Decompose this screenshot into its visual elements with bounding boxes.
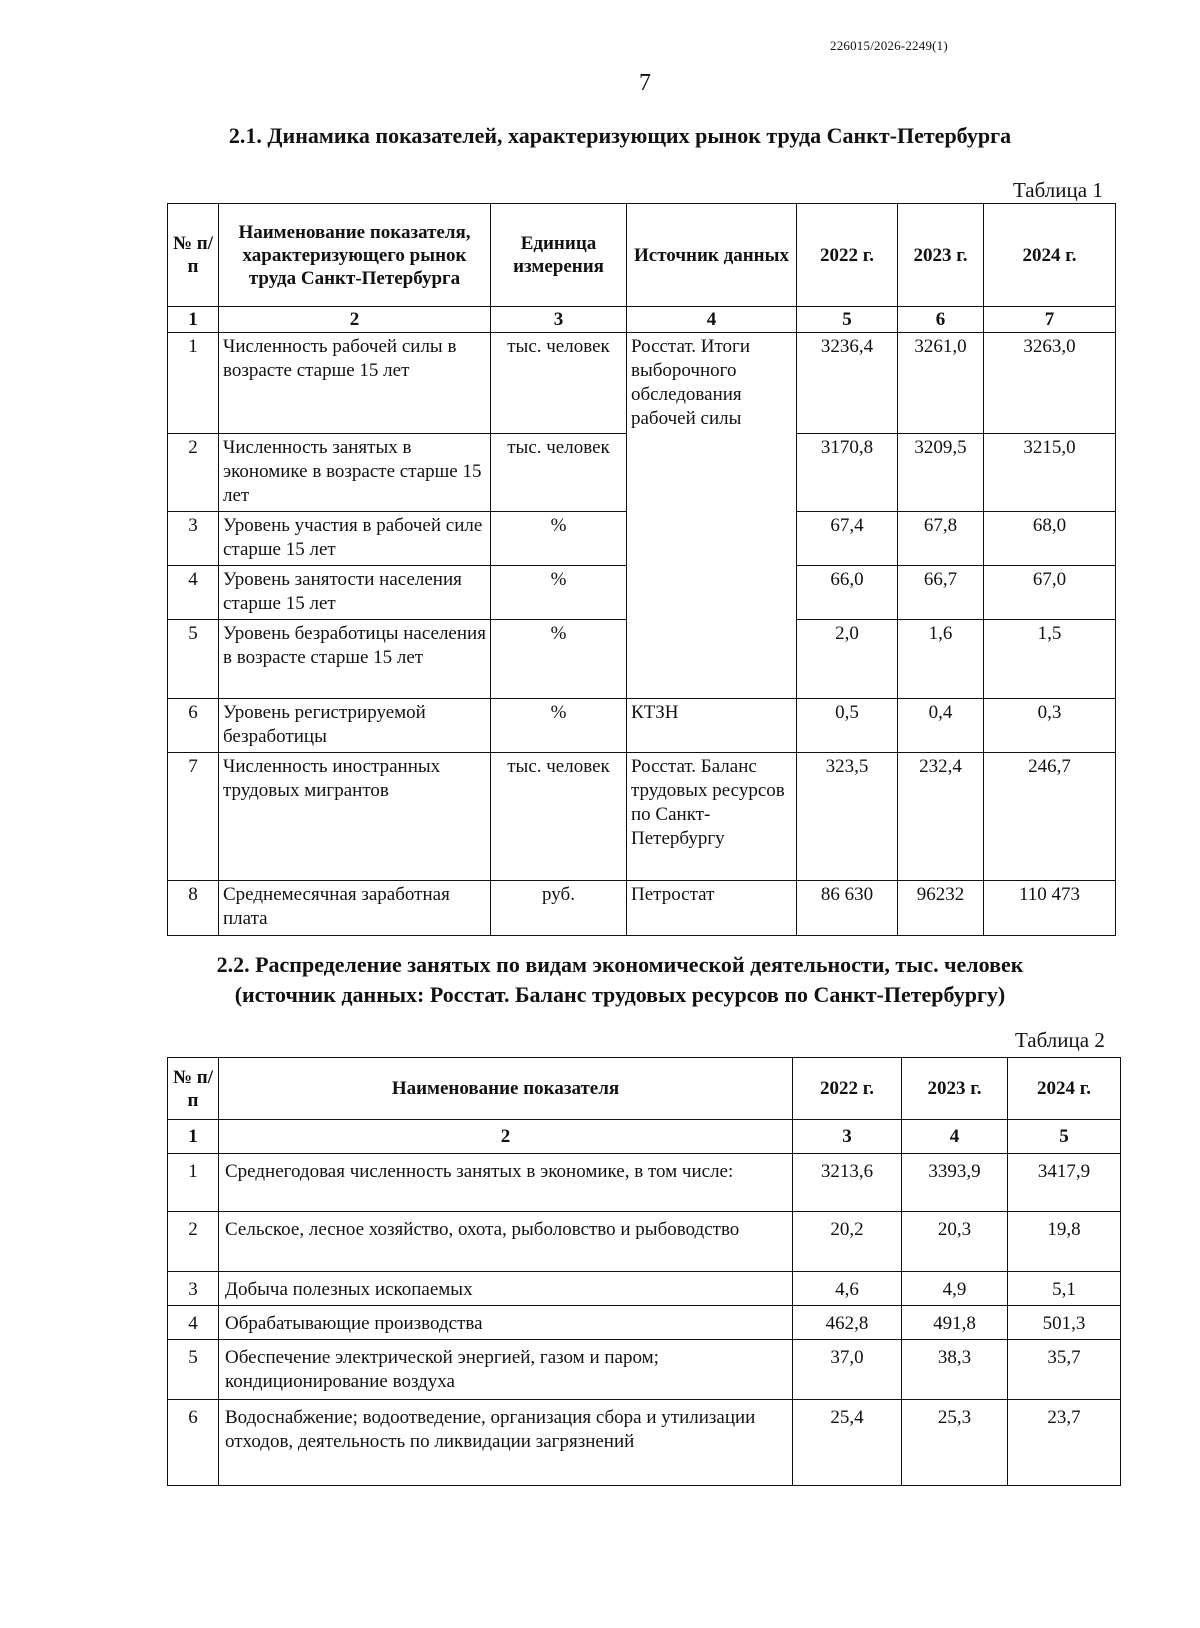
value-2022: 2,0 xyxy=(797,619,898,698)
unit: % xyxy=(491,698,627,752)
header-unit: Единица измерения xyxy=(491,204,627,307)
value-2022: 3170,8 xyxy=(797,433,898,511)
header-indicator-name: Наименование показателя xyxy=(219,1058,793,1120)
table-row xyxy=(168,1272,1121,1306)
value-2024: 3215,0 xyxy=(984,433,1116,511)
row-number: 3 xyxy=(168,1272,219,1306)
header-2024: 2024 г. xyxy=(1008,1058,1121,1120)
value-2023: 3393,9 xyxy=(902,1154,1008,1212)
table-row xyxy=(168,752,1116,880)
value-2024: 5,1 xyxy=(1008,1272,1121,1306)
row-number: 7 xyxy=(168,752,219,880)
value-2022: 462,8 xyxy=(793,1306,902,1340)
header-number: № п/п xyxy=(168,204,219,307)
column-index: 5 xyxy=(797,307,898,333)
value-2022: 67,4 xyxy=(797,511,898,565)
row-number: 4 xyxy=(168,1306,219,1340)
employment-by-activity-table xyxy=(167,1057,1121,1486)
table-row xyxy=(168,1154,1121,1212)
column-index: 2 xyxy=(219,307,491,333)
row-number: 5 xyxy=(168,1340,219,1400)
table-row xyxy=(168,511,1116,565)
indicator-name: Сельское, лесное хозяйство, охота, рыболовство и рыбоводство xyxy=(219,1212,793,1272)
value-2024: 23,7 xyxy=(1008,1400,1121,1486)
data-source: Петростат xyxy=(627,880,797,935)
unit: тыс. человек xyxy=(491,333,627,434)
value-2023: 491,8 xyxy=(902,1306,1008,1340)
value-2023: 67,8 xyxy=(898,511,984,565)
value-2022: 20,2 xyxy=(793,1212,902,1272)
table-row xyxy=(168,698,1116,752)
indicator-name: Водоснабжение; водоотведение, организация сбора и утилизации отходов, деятельность по ликвидации загрязнений xyxy=(219,1400,793,1486)
column-index: 4 xyxy=(902,1120,1008,1154)
indicator-name: Среднегодовая численность занятых в экономике, в том числе: xyxy=(219,1154,793,1212)
column-index: 7 xyxy=(984,307,1116,333)
table-2-caption: Таблица 2 xyxy=(1015,1028,1105,1052)
column-index: 1 xyxy=(168,1120,219,1154)
section-2-title xyxy=(20,950,1200,1010)
value-2022: 25,4 xyxy=(793,1400,902,1486)
data-source: Росстат. Баланс трудовых ресурсов по Санкт-Петербургу xyxy=(627,752,797,880)
indicator-name: Численность рабочей силы в возрасте старше 15 лет xyxy=(219,333,491,434)
value-2023: 3261,0 xyxy=(898,333,984,434)
table-row xyxy=(168,1306,1121,1340)
header-indicator-name: Наименование показателя, характеризующего рынок труда Санкт-Петербурга xyxy=(219,204,491,307)
value-2024: 1,5 xyxy=(984,619,1116,698)
header-2023: 2023 г. xyxy=(898,204,984,307)
value-2023: 20,3 xyxy=(902,1212,1008,1272)
data-source xyxy=(627,511,797,565)
header-2022: 2022 г. xyxy=(797,204,898,307)
value-2023: 4,9 xyxy=(902,1272,1008,1306)
row-number: 4 xyxy=(168,565,219,619)
column-index: 5 xyxy=(1008,1120,1121,1154)
indicator-name: Уровень занятости населения старше 15 лет xyxy=(219,565,491,619)
indicator-name: Добыча полезных ископаемых xyxy=(219,1272,793,1306)
section-1-title: 2.1. Динамика показателей, характеризующих рынок труда Санкт-Петербурга xyxy=(228,123,1012,148)
row-number: 1 xyxy=(168,1154,219,1212)
header-number: № п/п xyxy=(168,1058,219,1120)
header-2023: 2023 г. xyxy=(902,1058,1008,1120)
value-2022: 37,0 xyxy=(793,1340,902,1400)
data-source xyxy=(627,619,797,698)
value-2022: 66,0 xyxy=(797,565,898,619)
value-2023: 66,7 xyxy=(898,565,984,619)
table-row xyxy=(168,880,1116,935)
row-number: 2 xyxy=(168,433,219,511)
table-row xyxy=(168,565,1116,619)
column-index: 1 xyxy=(168,307,219,333)
column-index: 3 xyxy=(491,307,627,333)
unit: % xyxy=(491,619,627,698)
unit: тыс. человек xyxy=(491,752,627,880)
value-2024: 3417,9 xyxy=(1008,1154,1121,1212)
indicator-name: Среднемесячная заработная плата xyxy=(219,880,491,935)
data-source: Росстат. Итоги выборочного обследования рабочей силы xyxy=(627,333,797,434)
row-number: 6 xyxy=(168,698,219,752)
value-2024: 246,7 xyxy=(984,752,1116,880)
value-2024: 68,0 xyxy=(984,511,1116,565)
indicator-name: Обеспечение электрической энергией, газом и паром; кондиционирование воздуха xyxy=(219,1340,793,1400)
table-row xyxy=(168,1340,1121,1400)
header-source: Источник данных xyxy=(627,204,797,307)
table-row xyxy=(168,1400,1121,1486)
row-number: 2 xyxy=(168,1212,219,1272)
value-2023: 0,4 xyxy=(898,698,984,752)
table-row xyxy=(168,433,1116,511)
value-2023: 25,3 xyxy=(902,1400,1008,1486)
unit: % xyxy=(491,565,627,619)
value-2022: 323,5 xyxy=(797,752,898,880)
row-number: 6 xyxy=(168,1400,219,1486)
data-source: КТЗН xyxy=(627,698,797,752)
row-number: 8 xyxy=(168,880,219,935)
table-row xyxy=(168,1212,1121,1272)
indicator-name: Уровень регистрируемой безработицы xyxy=(219,698,491,752)
value-2022: 86 630 xyxy=(797,880,898,935)
column-index: 4 xyxy=(627,307,797,333)
section-2-title-line-1: 2.2. Распределение занятых по видам экономической деятельности, тыс. человек xyxy=(216,952,1024,977)
indicator-name: Численность иностранных трудовых мигрантов xyxy=(219,752,491,880)
value-2023: 232,4 xyxy=(898,752,984,880)
row-number: 1 xyxy=(168,333,219,434)
value-2022: 3213,6 xyxy=(793,1154,902,1212)
page-number: 7 xyxy=(639,70,651,96)
row-number: 3 xyxy=(168,511,219,565)
value-2023: 3209,5 xyxy=(898,433,984,511)
value-2022: 3236,4 xyxy=(797,333,898,434)
unit: % xyxy=(491,511,627,565)
indicator-name: Уровень безработицы населения в возрасте старше 15 лет xyxy=(219,619,491,698)
row-number: 5 xyxy=(168,619,219,698)
indicator-name: Уровень участия в рабочей силе старше 15 лет xyxy=(219,511,491,565)
value-2023: 96232 xyxy=(898,880,984,935)
column-index-row xyxy=(168,307,1116,333)
value-2023: 1,6 xyxy=(898,619,984,698)
value-2024: 110 473 xyxy=(984,880,1116,935)
unit: руб. xyxy=(491,880,627,935)
section-2-title-line-2: (источник данных: Росстат. Баланс трудовых ресурсов по Санкт-Петербургу) xyxy=(234,982,1006,1007)
value-2024: 19,8 xyxy=(1008,1212,1121,1272)
unit: тыс. человек xyxy=(491,433,627,511)
table-row xyxy=(168,619,1116,698)
document-number: 226015/2026-2249(1) xyxy=(830,38,948,53)
column-index: 3 xyxy=(793,1120,902,1154)
column-index: 2 xyxy=(219,1120,793,1154)
value-2022: 4,6 xyxy=(793,1272,902,1306)
value-2024: 501,3 xyxy=(1008,1306,1121,1340)
header-2024: 2024 г. xyxy=(984,204,1116,307)
value-2024: 3263,0 xyxy=(984,333,1116,434)
value-2024: 35,7 xyxy=(1008,1340,1121,1400)
column-index-row xyxy=(168,1120,1121,1154)
value-2023: 38,3 xyxy=(902,1340,1008,1400)
value-2022: 0,5 xyxy=(797,698,898,752)
indicator-name: Численность занятых в экономике в возрасте старше 15 лет xyxy=(219,433,491,511)
labor-market-table xyxy=(167,203,1116,936)
column-index: 6 xyxy=(898,307,984,333)
indicator-name: Обрабатывающие производства xyxy=(219,1306,793,1340)
table-1-caption: Таблица 1 xyxy=(1013,178,1103,202)
value-2024: 0,3 xyxy=(984,698,1116,752)
data-source xyxy=(627,433,797,511)
data-source xyxy=(627,565,797,619)
table-row xyxy=(168,333,1116,434)
header-2022: 2022 г. xyxy=(793,1058,902,1120)
value-2024: 67,0 xyxy=(984,565,1116,619)
